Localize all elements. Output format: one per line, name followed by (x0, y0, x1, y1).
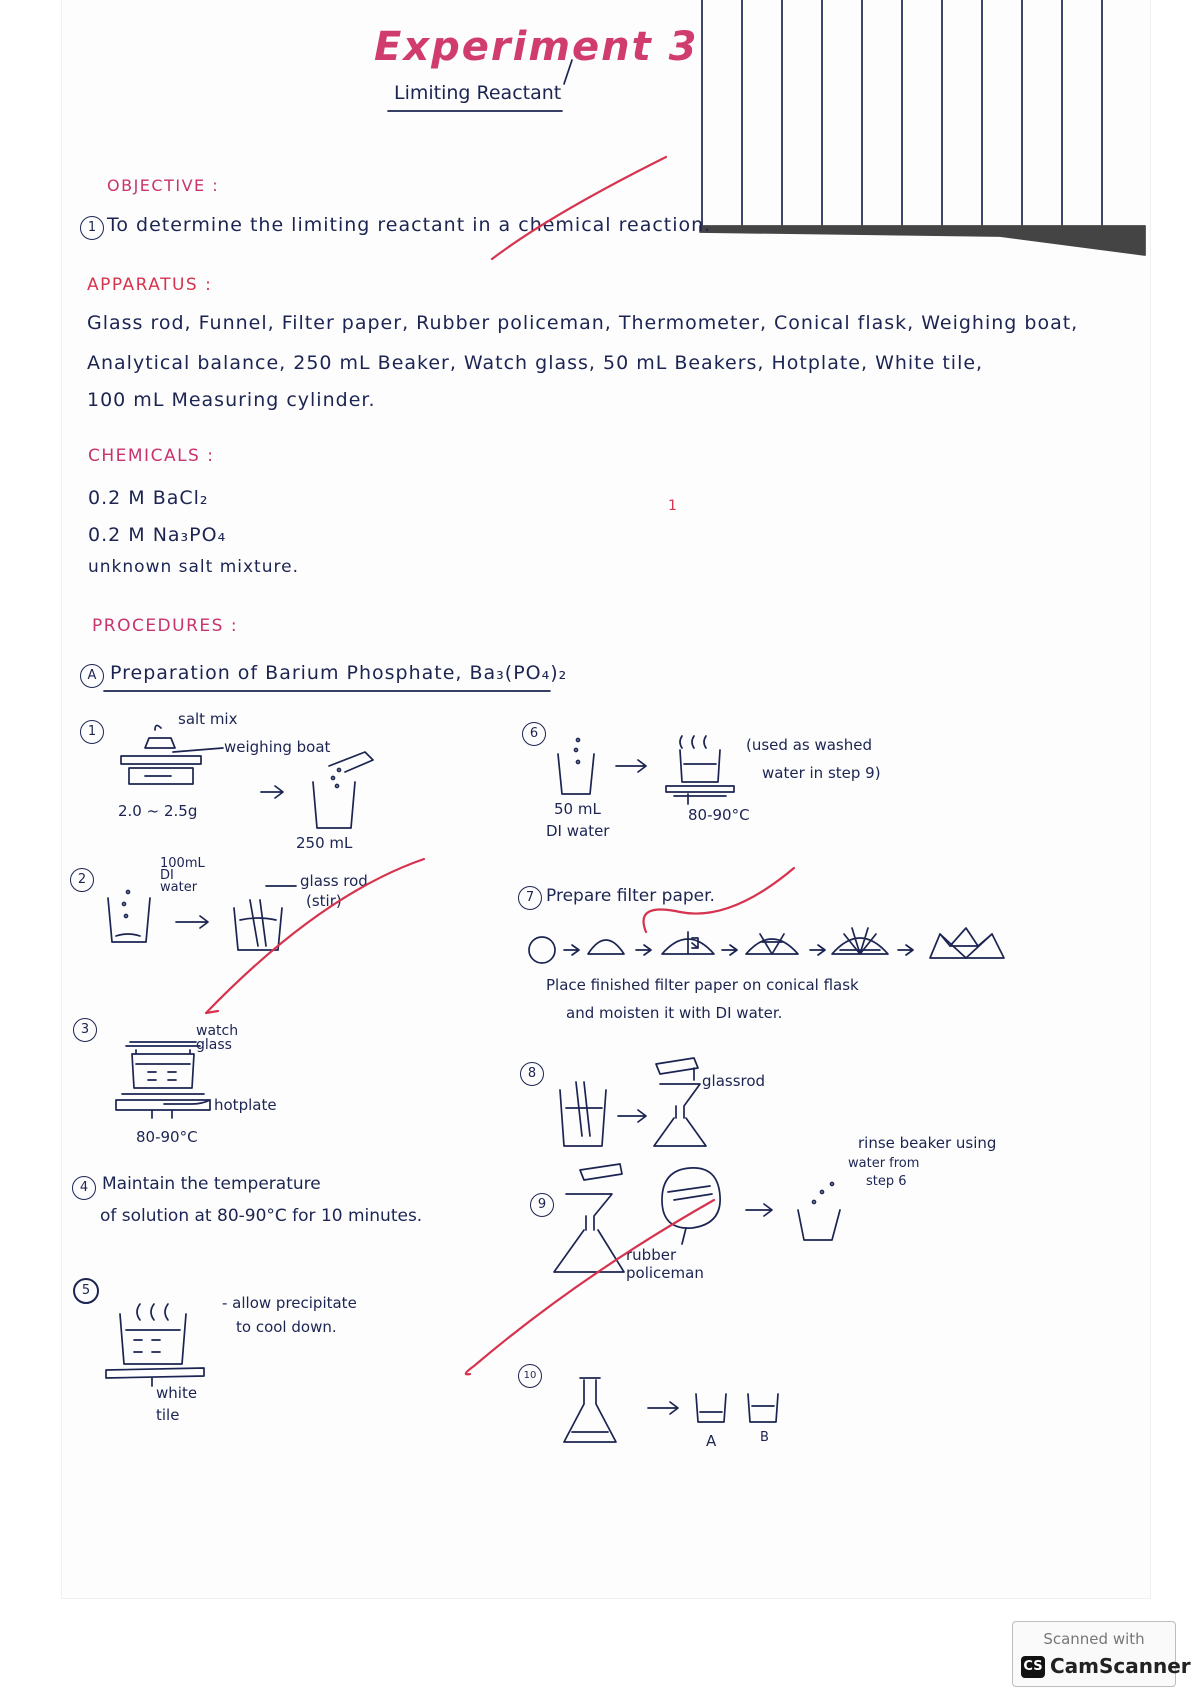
check-mark-objective (490, 155, 670, 265)
camscanner-brand: CamScanner (1050, 1654, 1191, 1678)
camscanner-badge (1012, 1621, 1191, 1687)
step-9-rinse-label: rinse beaker using (858, 1134, 997, 1152)
step-6-diagram (548, 734, 758, 814)
procedures-heading: PROCEDURES : (92, 616, 239, 636)
step-4-text-2: of solution at 80-90°C for 10 minutes. (100, 1206, 423, 1226)
step-7-title: Prepare filter paper. (546, 886, 715, 906)
step-8-diagram (556, 1044, 716, 1154)
step-2-rod-label: glass rod (300, 872, 368, 890)
stray-mark: 1 (668, 498, 677, 514)
step-6-number: 6 (522, 722, 546, 746)
title-tick (560, 58, 580, 88)
step-5-diagram (100, 1300, 220, 1390)
step-6-vol-label: 50 mL (554, 800, 601, 818)
objective-heading: OBJECTIVE : (107, 176, 220, 195)
scanned-with-label: Scanned with (1043, 1630, 1145, 1648)
step-10-b-label: B (760, 1430, 769, 1445)
step-4-number: 4 (72, 1176, 96, 1200)
step-9-from-2: step 6 (866, 1174, 907, 1189)
part-a-title: Preparation of Barium Phosphate, Ba₃(PO₄)₂ (110, 662, 568, 684)
step-6-temp-label: 80-90°C (688, 806, 750, 824)
part-a-letter: A (80, 664, 104, 688)
objective-number: 1 (80, 216, 104, 240)
step-3-number: 3 (73, 1018, 97, 1042)
step-5-tile-label: white tile (156, 1384, 198, 1424)
objective-text: To determine the limiting reactant in a chemical reaction. (107, 214, 712, 236)
step-1-diagram (115, 720, 395, 840)
page-title: Experiment 3 (374, 24, 699, 70)
step-1-number: 1 (80, 720, 104, 744)
step-1-mass-label: 2.0 ~ 2.5g (118, 802, 198, 820)
step-9-from-1: water from (848, 1156, 920, 1171)
chemicals-heading: CHEMICALS : (88, 446, 215, 466)
step-10-number: 10 (518, 1364, 542, 1388)
step-1-beaker-label: 250 mL (296, 834, 353, 852)
step-10-a-label: A (706, 1432, 717, 1450)
chemical-item-2: 0.2 M Na₃PO₄ (88, 524, 227, 546)
apparatus-line-3: 100 mL Measuring cylinder. (87, 389, 376, 411)
step-4-text-1: Maintain the temperature (102, 1174, 321, 1194)
step-7-note-1: Place finished filter paper on conical flask (546, 976, 859, 994)
check-mark-step-9 (460, 1196, 720, 1382)
page-subtitle: Limiting Reactant (394, 82, 562, 104)
step-1-boat-label: weighing boat (224, 738, 331, 756)
subtitle-underline (388, 108, 568, 114)
step-8-rod-label: glassrod (702, 1072, 766, 1090)
step-10-diagram (560, 1376, 800, 1446)
step-6-water-label: DI water (546, 822, 610, 840)
step-7-note-2: and moisten it with DI water. (566, 1004, 783, 1022)
check-mark-step-2 (200, 855, 430, 1020)
camscanner-logo-icon: CS (1021, 1656, 1045, 1678)
step-2-number: 2 (70, 868, 94, 892)
apparatus-line-1: Glass rod, Funnel, Filter paper, Rubber policeman, Thermometer, Conical flask, Weighing boat, (87, 312, 1079, 334)
chemical-item-3: unknown salt mixture. (88, 557, 299, 577)
step-9-number: 9 (530, 1193, 554, 1217)
step-3-plate-label: hotplate (214, 1096, 277, 1114)
step-7-filter-folding-diagram (526, 920, 1016, 980)
apparatus-heading: APPARATUS : (87, 275, 213, 295)
step-8-number: 8 (520, 1062, 544, 1086)
step-5-note-1: - allow precipitate (222, 1294, 357, 1312)
step-5-number: 5 (73, 1278, 99, 1304)
part-a-underline (104, 688, 554, 694)
chemical-item-1: 0.2 M BaCl₂ (88, 487, 209, 509)
step-5-note-2: to cool down. (236, 1318, 337, 1336)
step-6-note-1: (used as washed (746, 736, 872, 754)
step-3-diagram (112, 1040, 232, 1130)
step-6-note-2: water in step 9) (762, 764, 881, 782)
step-2-stir-label: (stir) (306, 892, 342, 910)
step-1-salt-label: salt mix (178, 710, 238, 728)
step-7-number: 7 (518, 886, 542, 910)
step-9-tool-label: rubber policeman (626, 1246, 704, 1282)
step-3-glass-label: watch glass (196, 1023, 239, 1053)
apparatus-line-2: Analytical balance, 250 mL Beaker, Watch glass, 50 mL Beakers, Hotplate, White tile, (87, 352, 984, 374)
step-3-temp-label: 80-90°C (136, 1128, 198, 1146)
scan-edge-lines (700, 0, 1145, 255)
step-2-water-label: 100mL DI water (160, 856, 205, 895)
